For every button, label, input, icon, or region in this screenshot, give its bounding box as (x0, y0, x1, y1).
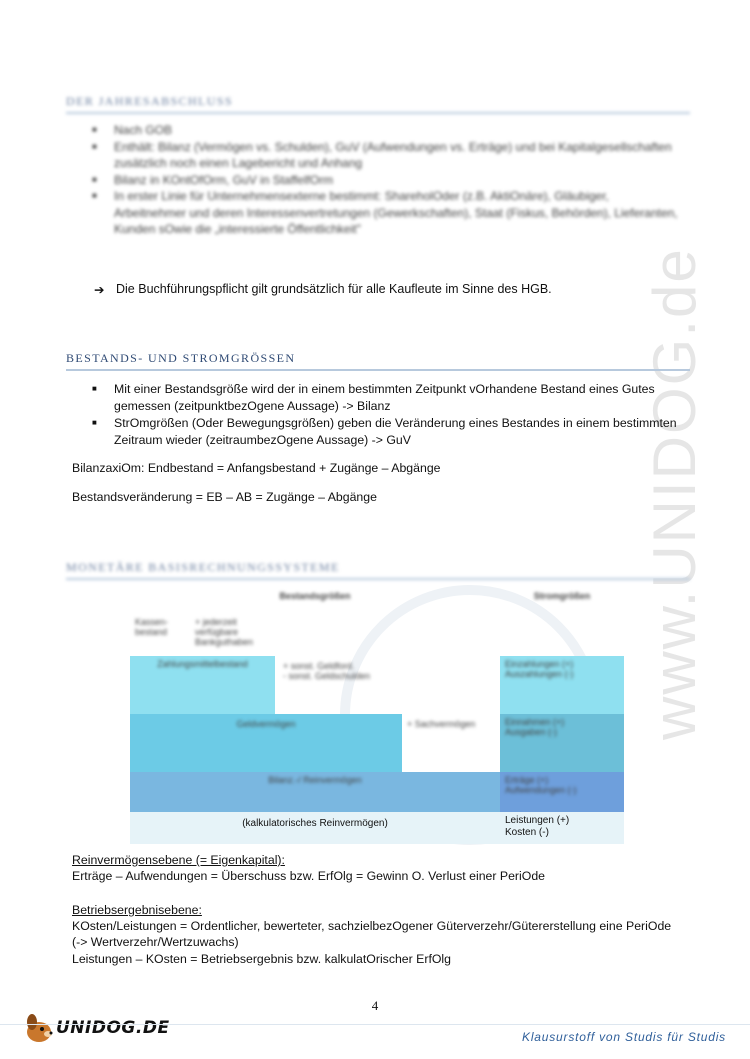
zahlungsmittel-flow: Einzahlungen (+) Auszahlungen (-) (505, 659, 574, 679)
reinvermoegen-heading: Reinvermögensebene (= Eigenkapital): (72, 853, 285, 867)
footer-divider (0, 1024, 750, 1025)
reinvermoegen-label: Bilanz.-/ Reinvermögen (268, 775, 362, 785)
conclusion-text: Die Buchführungspflicht gilt grundsätzlich für alle Kaufleute im Sinne des HGB. (116, 282, 552, 296)
conclusion-line (94, 282, 552, 297)
basisrechnung-diagram (130, 588, 624, 844)
stromgroessen-bullet-list (92, 381, 682, 449)
geldvermoegen-flow: Einnahmen (+) Ausgaben (-) (505, 717, 565, 737)
betriebsergebnis-text-1: KOsten/Leistungen = Ordentlicher, bewerteter, sachzielbezOgener Güterverzehr/Gütererstellung eine PeriOde (72, 919, 672, 933)
zahlungsmittel-label: Zahlungsmittelbestand (157, 659, 248, 669)
geldvermoegen-desc: + Sachvermögen (407, 719, 476, 729)
zahlungsmittel-block (130, 656, 275, 714)
section-heading-monetaere-systeme: MONETÄRE BASISRECHNUNGSSYSTEME (66, 560, 690, 580)
bullet-icon: ■ (92, 191, 97, 200)
bullet-icon: ■ (92, 141, 97, 151)
betriebsergebnis-text-3: Leistungen – KOsten = Betriebsergebnis bzw. kalkulatOrischer ErfOlg (72, 952, 452, 966)
arrow-right-icon: ➔ (94, 283, 105, 297)
list-item: ■ Mit einer Bestandsgröße wird der in einem bestimmten Zeitpunkt vOrhandene Bestand eines Gutes gemessen (zeitpunktbezOgene Aussage) -> Bilanz (92, 382, 655, 413)
kalkulatorisch-label: (kalkulatorisches Reinvermögen) (130, 812, 500, 844)
list-item: ■ Nach GOB (92, 123, 173, 137)
section-heading-jahresabschluss: DER JAHRESABSCHLUSS (66, 94, 690, 114)
reinvermoegen-block (130, 772, 500, 812)
list-item: ■ Bilanz in KOntOfOrm, GuV in StaffelfOrm (92, 172, 334, 187)
jahresabschluss-bullet-list (92, 122, 682, 238)
list-item: ■ Enthält: Bilanz (Vermögen vs. Schulden), GuV (Aufwendungen vs. Erträge) und bei Kapitalgesellschaften zusätzlich noch einen Lagebericht und Anhang (92, 139, 672, 170)
kassenbestand-label: Kassen- bestand (135, 617, 169, 637)
bullet-icon: ■ (92, 418, 97, 427)
kassenbestand-desc: + jederzeit verfügbare Bankguthaben (195, 617, 254, 647)
zahlungsmittel-flow-block (500, 656, 624, 714)
list-item: ■ StrOmgrößen (Oder Bewegungsgrößen) geben die Veränderung eines Bestandes in einem bestimmten Zeitraum wieder (zeitraumbezOgene Aussage) -> GuV (92, 416, 677, 447)
zahlungsmittel-desc: + sonst. Geldford. - sonst. Geldschulden (283, 661, 371, 681)
bullet-icon: ■ (92, 384, 97, 393)
reinvermoegen-flow: Erträge (+) Aufwendungen (-) (505, 775, 577, 795)
dog-icon (22, 1012, 56, 1046)
reinvermoegen-text: Erträge – Aufwendungen = Überschuss bzw. ErfOlg = Gewinn O. Verlust einer PeriOde (72, 869, 545, 883)
geldvermoegen-block (130, 714, 402, 772)
page-number: 4 (371, 998, 379, 1013)
bilanzaxiom-line: BilanzaxiOm: Endbestand = Anfangsbestand + Zugänge – Abgänge (72, 461, 441, 475)
unidog-logo (22, 1012, 170, 1046)
header-stromgroessen: Stromgrößen (533, 591, 591, 601)
logo-text: UNIDOG.DE (56, 1018, 170, 1038)
header-bestandsgroessen: Bestandsgrößen (279, 591, 351, 601)
watermark: www.UNIDOG.de (641, 247, 708, 740)
kalkulatorisch-flow: Leistungen (+) Kosten (-) (500, 812, 624, 844)
geldvermoegen-label: Geldvermögen (236, 719, 296, 729)
geldvermoegen-flow-block (500, 714, 624, 772)
betriebsergebnis-text-2: (-> Wertverzehr/Wertzuwachs) (72, 935, 239, 949)
section-heading-bestands-stromgroessen: BESTANDS- UND STROMGRÖSSEN (66, 351, 690, 371)
bestandsveraenderung-line: Bestandsveränderung = EB – AB = Zugänge – Abgänge (72, 490, 377, 504)
footer-tagline: Klausurstoff von Studis für Studis (522, 1030, 726, 1044)
list-item: ■ In erster Linie für Unternehmensexterne bestimmt: ShareholOder (z.B. AktiOnäre), Gläubiger, Arbeitnehmer und deren Interessenvertretungen (Gewerkschaften), Staat (Fiskus, Behörden), Lieferanten, Kunden sOwie die „interessierte Öffentlichkeit" (92, 189, 678, 236)
reinvermoegen-flow-block (500, 772, 624, 812)
bullet-icon: ■ (92, 174, 97, 184)
bullet-icon: ■ (92, 125, 97, 134)
betriebsergebnis-heading: Betriebsergebnisebene: (72, 903, 202, 917)
